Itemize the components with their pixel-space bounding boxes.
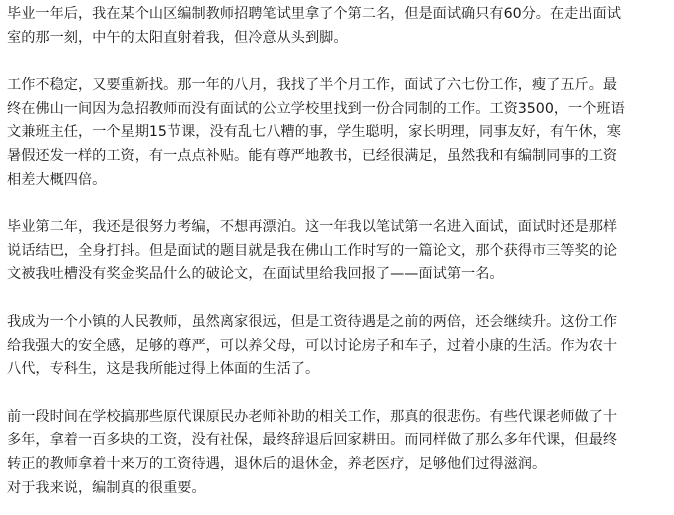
text-line: 室的那一刻，中午的太阳直射着我，但冷意从头到脚。 — [7, 29, 348, 46]
article-body — [7, 3, 671, 500]
text-line: 给我强大的安全感，足够的尊严，可以养父母，可以讨论房子和车子，过着小康的生活。作为农十 — [7, 337, 618, 354]
text-line: 八代，专科生，这是我所能过得上体面的生活了。 — [7, 361, 320, 378]
text-line: 毕业一年后，我在某个山区编制教师招聘笔试里拿了个第二名，但是面试确只有60分。在走出面试 — [7, 6, 621, 22]
text-line: 相差大概四倍。 — [7, 171, 107, 188]
text-line: 说话结巴，全身打抖。但是面试的题目就是我在佛山工作时写的一篇论文，那个获得市三等奖的论 — [7, 242, 618, 259]
paragraph-5 — [7, 406, 671, 500]
text-line: 多年，拿着一百多块的工资，没有社保，最终辞退后回家耕田。而同样做了那么多年代课，但最终 — [7, 432, 618, 449]
text-line: 终在佛山一间因为急招教师而没有面试的公立学校里找到一份合同制的工作。工资3500，一个班语 — [7, 100, 625, 117]
paragraph-2 — [7, 74, 671, 192]
text-line: 前一段时间在学校搞那些原代课原民办老师补助的相关工作，那真的很悲伤。有些代课老师做了十 — [7, 408, 618, 425]
text-line: 转正的教师拿着十来万的工资待遇，退休后的退休金，养老医疗，足够他们过得滋润。 — [7, 455, 547, 472]
text-line: 文被我吐槽没有奖金奖品什么的破论文，在面试里给我回报了——面试第一名。 — [7, 266, 504, 283]
text-line: 对于我来说，编制真的很重要。 — [7, 479, 206, 496]
paragraph-4 — [7, 311, 671, 382]
text-line: 毕业第二年，我还是很努力考编，不想再漂泊。这一年我以笔试第一名进入面试，面试时还是那样 — [7, 219, 618, 236]
text-line: 文兼班主任，一个星期15节课，没有乱七八糟的事，学生聪明，家长明理，同事友好，有午休，寒 — [7, 124, 621, 141]
text-line: 我成为一个小镇的人民教师，虽然离家很远，但是工资待遇是之前的两倍，还会继续升。这份工作 — [7, 313, 618, 330]
paragraph-1 — [7, 3, 671, 50]
paragraph-3 — [7, 216, 671, 287]
text-line: 暑假还发一样的工资，有一点点补贴。能有尊严地教书，已经很满足，虽然我和有编制同事的工资 — [7, 147, 618, 164]
text-line: 工作不稳定，又要重新找。那一年的八月，我找了半个月工作，面试了六七份工作，瘦了五斤。最 — [7, 77, 618, 94]
